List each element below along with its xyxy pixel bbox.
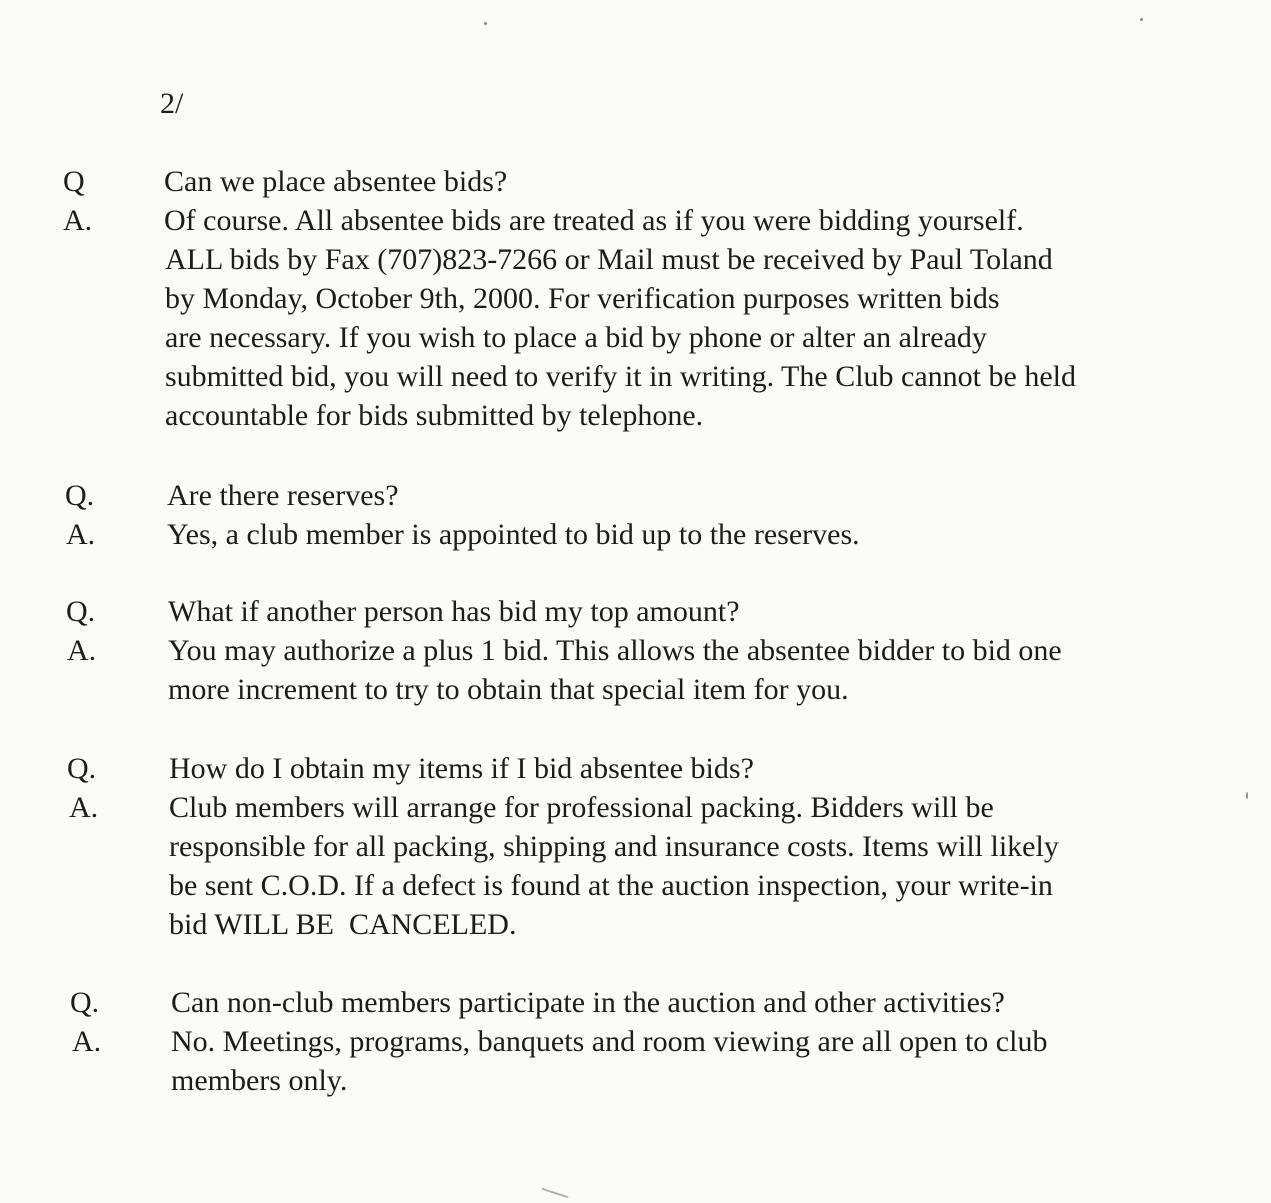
answer-row <box>0 670 1271 709</box>
answer-row <box>0 827 1271 866</box>
answer-row <box>0 240 1271 279</box>
question-label: Q. <box>67 752 97 785</box>
answer-label: A. <box>63 204 93 237</box>
answer-line: ALL bids by Fax (707)823-7266 or Mail must be received by Paul Toland <box>165 243 1053 276</box>
answer-label: A. <box>72 1025 102 1058</box>
answer-line: bid WILL BE CANCELED. <box>169 908 517 941</box>
answer-label: A. <box>66 518 96 551</box>
scan-speck <box>1140 18 1143 21</box>
question-text: Can we place absentee bids? <box>164 165 508 198</box>
answer-line: be sent C.O.D. If a defect is found at the auction inspection, your write-in <box>169 869 1053 902</box>
answer-row <box>0 396 1271 435</box>
question-row <box>0 162 1271 201</box>
answer-row <box>0 515 1271 554</box>
answer-line: Of course. All absentee bids are treated as if you were bidding yourself. <box>164 204 1024 237</box>
scan-speck <box>1246 792 1248 799</box>
answer-row <box>0 201 1271 240</box>
answer-line: Yes, a club member is appointed to bid up to the reserves. <box>167 518 860 551</box>
question-label: Q. <box>66 595 96 628</box>
answer-line: You may authorize a plus 1 bid. This allows the absentee bidder to bid one <box>168 634 1062 667</box>
question-text: What if another person has bid my top amount? <box>168 595 740 628</box>
answer-line: submitted bid, you will need to verify it in writing. The Club cannot be held <box>165 360 1076 393</box>
answer-label: A. <box>69 791 99 824</box>
question-text: Are there reserves? <box>167 479 399 512</box>
answer-row <box>0 1061 1271 1100</box>
question-row <box>0 983 1271 1022</box>
answer-row <box>0 318 1271 357</box>
question-label: Q <box>63 165 85 198</box>
answer-row <box>0 866 1271 905</box>
answer-line: members only. <box>171 1064 348 1097</box>
answer-row <box>0 357 1271 396</box>
question-row <box>0 592 1271 631</box>
question-label: Q. <box>65 479 95 512</box>
qa-block <box>0 749 1271 944</box>
qa-block <box>0 592 1271 709</box>
answer-row <box>0 788 1271 827</box>
qa-block <box>0 476 1271 554</box>
qa-block <box>0 162 1271 435</box>
answer-row <box>0 1022 1271 1061</box>
qa-block <box>0 983 1271 1100</box>
answer-line: No. Meetings, programs, banquets and room viewing are all open to club <box>171 1025 1048 1058</box>
question-row <box>0 476 1271 515</box>
question-text: How do I obtain my items if I bid absentee bids? <box>169 752 754 785</box>
answer-row <box>0 905 1271 944</box>
answer-line: Club members will arrange for professional packing. Bidders will be <box>169 791 994 824</box>
scan-speck <box>484 22 487 25</box>
page-number: 2/ <box>160 87 184 120</box>
answer-row <box>0 631 1271 670</box>
answer-line: are necessary. If you wish to place a bid by phone or alter an already <box>165 321 987 354</box>
question-label: Q. <box>70 986 100 1019</box>
question-row <box>0 749 1271 788</box>
answer-line: by Monday, October 9th, 2000. For verification purposes written bids <box>165 282 1000 315</box>
answer-row <box>0 279 1271 318</box>
scan-speck <box>541 1188 568 1199</box>
question-text: Can non-club members participate in the auction and other activities? <box>171 986 1005 1019</box>
answer-label: A. <box>67 634 97 667</box>
answer-line: more increment to try to obtain that special item for you. <box>168 673 849 706</box>
answer-line: accountable for bids submitted by telephone. <box>165 399 704 432</box>
answer-line: responsible for all packing, shipping and insurance costs. Items will likely <box>169 830 1059 863</box>
